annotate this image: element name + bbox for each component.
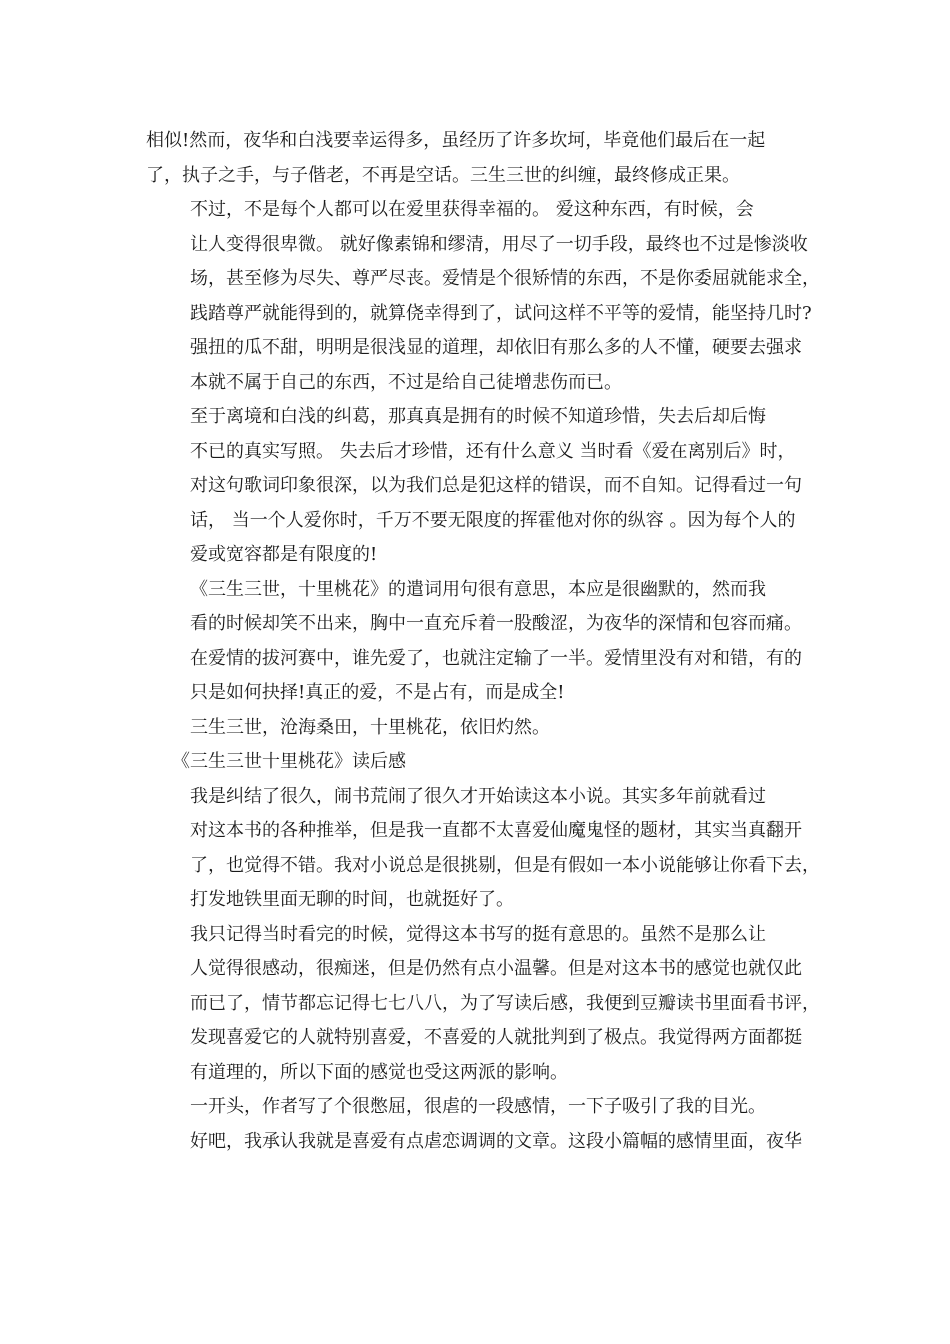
paragraph bbox=[146, 573, 806, 711]
text-line: 相似!然而，夜华和白浅要幸运得多，虽经历了许多坎坷，毕竟他们最后在一起 bbox=[146, 130, 766, 151]
text-line: 发现喜爱它的人就特别喜爱，不喜爱的人就批判到了极点。我觉得两方面都挺 bbox=[190, 1027, 802, 1048]
text-line: 三生三世，沧海桑田，十里桃花，依旧灼然。 bbox=[190, 716, 550, 738]
text-line: 让人变得很卑微。 就好像素锦和缪清，用尽了一切手段，最终也不过是惨淡收 bbox=[190, 233, 808, 255]
text-line: 《三生三世，十里桃花》的遣词用句很有意思，本应是很幽默的，然而我 bbox=[190, 578, 766, 600]
text-line: 强扭的瓜不甜，明明是很浅显的道理，却依旧有那么多的人不懂，硬要去强求 bbox=[190, 337, 802, 358]
text-line: 人觉得很感动，很痴迷，但是仍然有点小温馨。但是对这本书的感觉也就仅此 bbox=[190, 958, 802, 979]
document-body bbox=[146, 124, 820, 1159]
text-line: 本就不属于自己的东西，不过是给自己徒增悲伤而已。 bbox=[190, 371, 622, 393]
paragraph bbox=[146, 1090, 806, 1159]
text-line: 不已的真实写照。 失去后才珍惜，还有什么意义 当时看《爱在离别后》时， bbox=[190, 440, 796, 462]
paragraph bbox=[146, 780, 820, 918]
text-line: 对这句歌词印象很深，以为我们总是犯这样的错误，而不自知。记得看过一句 bbox=[190, 475, 802, 496]
paragraph bbox=[146, 193, 820, 400]
text-line: 在爱情的拔河赛中，谁先爱了，也就注定输了一半。爱情里没有对和错，有的 bbox=[190, 647, 802, 669]
text-line: 不过，不是每个人都可以在爱里获得幸福的。 爱这种东西，有时候，会 bbox=[190, 199, 754, 220]
text-line: 了，执子之手，与子偕老，不再是空话。三生三世的纠缠，最终修成正果。 bbox=[146, 164, 740, 186]
text-line: 了，也觉得不错。我对小说总是很挑剔，但是有假如一本小说能够让你看下去， bbox=[190, 854, 820, 876]
paragraph bbox=[146, 918, 820, 1091]
text-line: 我只记得当时看完的时候，觉得这本书写的挺有意思的。虽然不是那么让 bbox=[190, 923, 766, 945]
text-line: 践踏尊严就能得到的，就算侥幸得到了，试问这样不平等的爱情，能坚持几时? bbox=[190, 302, 812, 324]
text-line: 爱或宽容都是有限度的! bbox=[190, 544, 378, 565]
paragraph bbox=[146, 124, 806, 193]
text-line: 场，甚至修为尽失、尊严尽丧。爱情是个很矫情的东西，不是你委屈就能求全， bbox=[190, 268, 820, 289]
text-line: 好吧，我承认我就是喜爱有点虐恋调调的文章。这段小篇幅的感情里面，夜华 bbox=[190, 1130, 802, 1152]
text-line: 我是纠结了很久，闹书荒闹了很久才开始读这本小说。其实多年前就看过 bbox=[190, 785, 766, 807]
text-line: 只是如何抉择!真正的爱，不是占有，而是成全! bbox=[190, 682, 565, 703]
text-line: 话， 当一个人爱你时，千万不要无限度的挥霍他对你的纵容 。因为每个人的 bbox=[190, 509, 796, 531]
paragraph bbox=[146, 400, 806, 573]
text-line: 至于离境和白浅的纠葛，那真真是拥有的时候不知道珍惜，失去后却后悔 bbox=[190, 406, 766, 427]
text-line: 《三生三世十里桃花》读后感 bbox=[172, 751, 406, 772]
text-line: 对这本书的各种推举，但是我一直都不太喜爱仙魔鬼怪的题材，其实当真翻开 bbox=[190, 820, 802, 841]
section-title bbox=[146, 745, 806, 780]
text-line: 打发地铁里面无聊的时间，也就挺好了。 bbox=[190, 889, 514, 910]
paragraph bbox=[146, 711, 806, 746]
text-line: 有道理的，所以下面的感觉也受这两派的影响。 bbox=[190, 1061, 568, 1083]
text-line: 一开头，作者写了个很憋屈，很虐的一段感情，一下子吸引了我的目光。 bbox=[190, 1096, 766, 1117]
text-line: 而已了，情节都忘记得七七八八，为了写读后感，我便到豆瓣读书里面看书评， bbox=[190, 992, 820, 1014]
text-line: 看的时候却笑不出来，胸中一直充斥着一股酸涩，为夜华的深情和包容而痛。 bbox=[190, 613, 802, 634]
